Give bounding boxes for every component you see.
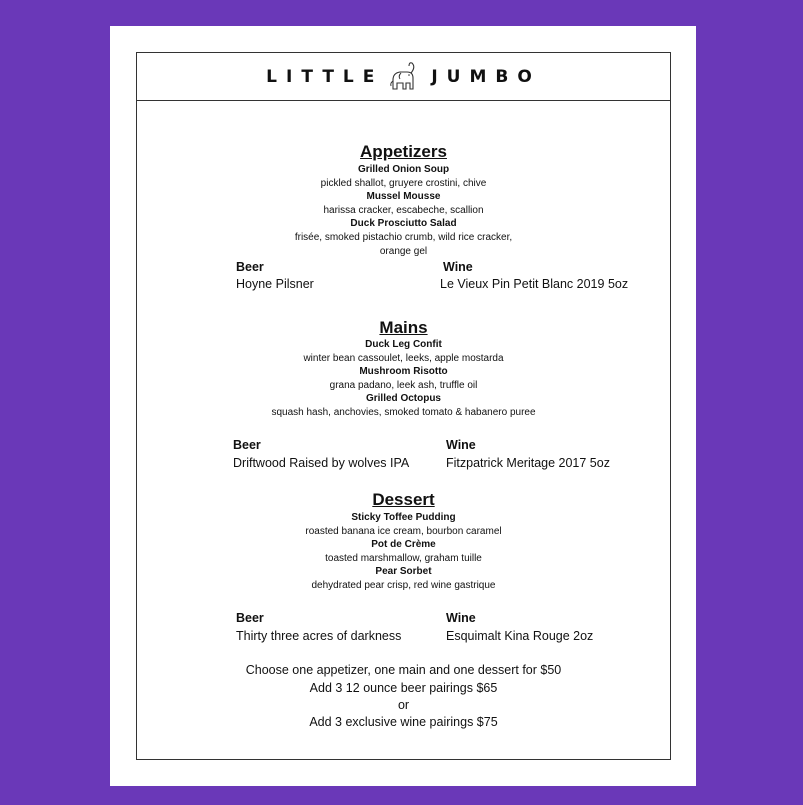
dish-name: Mushroom Risotto	[359, 366, 448, 377]
dish-name: Mussel Mousse	[366, 191, 441, 202]
dish-name: Duck Prosciutto Salad	[350, 218, 457, 229]
beer-pairing: Driftwood Raised by wolves IPA	[233, 456, 410, 470]
menu-page	[110, 26, 696, 786]
dish-description: toasted marshmallow, graham tuille	[325, 553, 482, 564]
dish-description: grana padano, leek ash, truffle oil	[329, 380, 478, 391]
brand-word-left: LITTLE	[266, 66, 384, 87]
dish-name: Duck Leg Confit	[365, 339, 442, 350]
dish-description-cont: orange gel	[379, 246, 428, 257]
wine-label: Wine	[446, 438, 476, 452]
wine-pairing: Le Vieux Pin Petit Blanc 2019 5oz	[440, 277, 629, 291]
dish-name: Pot de Crème	[371, 539, 436, 550]
dish-description: roasted banana ice cream, bourbon caramel	[305, 526, 502, 537]
dish-description: winter bean cassoulet, leeks, apple mostarda	[303, 353, 504, 364]
dish-name: Pear Sorbet	[375, 566, 432, 577]
dish-name: Grilled Onion Soup	[357, 164, 450, 175]
dish-description: dehydrated pear crisp, red wine gastrique	[311, 580, 496, 591]
dish-description: frisée, smoked pistachio crumb, wild rice cracker,	[294, 232, 513, 243]
beer-pairing-price: Add 3 12 ounce beer pairings $65	[309, 681, 498, 695]
or-separator: or	[397, 698, 410, 712]
dish-name: Sticky Toffee Pudding	[351, 512, 456, 523]
dish-description: squash hash, anchovies, smoked tomato & habanero puree	[271, 407, 536, 418]
menu-frame	[136, 52, 671, 760]
beer-pairing: Hoyne Pilsner	[236, 277, 314, 291]
beer-label: Beer	[233, 438, 261, 452]
wine-label: Wine	[443, 260, 473, 274]
wine-label: Wine	[446, 611, 476, 625]
wine-pairing: Esquimalt Kina Rouge 2oz	[446, 629, 594, 643]
dish-name: Grilled Octopus	[365, 393, 441, 404]
price-note: Choose one appetizer, one main and one dessert for $50	[245, 663, 562, 677]
elephant-icon	[387, 61, 417, 93]
beer-pairing: Thirty three acres of darkness	[236, 629, 402, 643]
dish-description: harissa cracker, escabeche, scallion	[323, 205, 484, 216]
brand-word-right: JUMBO	[431, 66, 541, 87]
beer-label: Beer	[236, 611, 264, 625]
beer-label: Beer	[236, 260, 264, 274]
menu-header	[137, 53, 670, 101]
appetizers-title: Appetizers	[360, 142, 447, 161]
mains-title: Mains	[379, 318, 428, 337]
dessert-title: Dessert	[372, 490, 435, 509]
wine-pairing: Fitzpatrick Meritage 2017 5oz	[446, 456, 610, 470]
wine-pairing-price: Add 3 exclusive wine pairings $75	[309, 715, 498, 729]
dish-description: pickled shallot, gruyere crostini, chive	[320, 178, 487, 189]
